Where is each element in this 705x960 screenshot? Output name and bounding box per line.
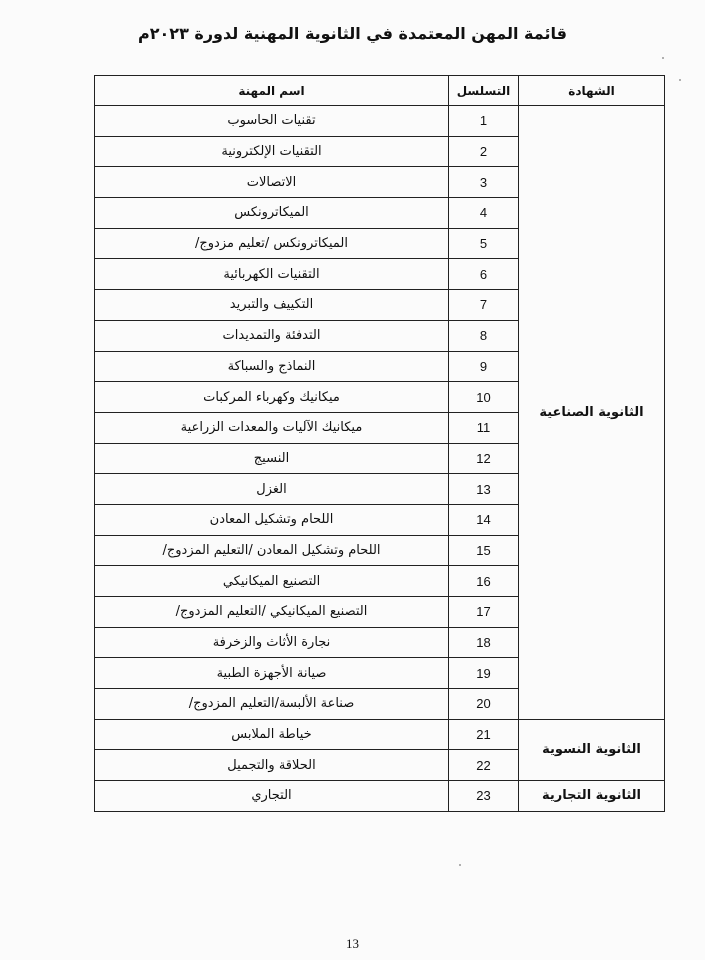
sequence-cell: 2 [449, 136, 519, 167]
profession-name-cell: الاتصالات [95, 167, 449, 198]
sequence-cell: 12 [449, 443, 519, 474]
table-header-row [95, 76, 665, 106]
sequence-cell: 18 [449, 627, 519, 658]
sequence-cell: 16 [449, 566, 519, 597]
sequence-cell: 21 [449, 719, 519, 750]
sequence-cell: 15 [449, 535, 519, 566]
profession-name-cell: التقنيات الإلكترونية [95, 136, 449, 167]
scan-speck [459, 864, 461, 866]
profession-name-cell: التدفئة والتمديدات [95, 320, 449, 351]
table-row [95, 781, 665, 812]
sequence-cell: 4 [449, 198, 519, 229]
certificate-cell: الثانوية التجارية [519, 781, 665, 812]
profession-name-cell: ميكانيك وكهرباء المركبات [95, 382, 449, 413]
profession-name-cell: اللحام وتشكيل المعادن /التعليم المزدوج/ [95, 535, 449, 566]
certificate-cell: الثانوية الصناعية [519, 106, 665, 720]
profession-name-cell: خياطة الملابس [95, 719, 449, 750]
sequence-cell: 10 [449, 382, 519, 413]
profession-name-cell: صيانة الأجهزة الطبية [95, 658, 449, 689]
sequence-cell: 23 [449, 781, 519, 812]
sequence-cell: 19 [449, 658, 519, 689]
scan-speck [679, 79, 681, 81]
header-sequence: التسلسل [449, 76, 519, 106]
sequence-cell: 5 [449, 228, 519, 259]
profession-name-cell: النسيج [95, 443, 449, 474]
sequence-cell: 20 [449, 689, 519, 720]
sequence-cell: 13 [449, 474, 519, 505]
scan-speck [662, 57, 664, 59]
table-body [95, 106, 665, 812]
sequence-cell: 11 [449, 412, 519, 443]
profession-name-cell: الميكاترونكس [95, 198, 449, 229]
sequence-cell: 22 [449, 750, 519, 781]
profession-name-cell: الحلاقة والتجميل [95, 750, 449, 781]
profession-name-cell: الغزل [95, 474, 449, 505]
sequence-cell: 3 [449, 167, 519, 198]
profession-name-cell: صناعة الألبسة/التعليم المزدوج/ [95, 689, 449, 720]
page-number: 13 [346, 936, 359, 951]
profession-name-cell: التكييف والتبريد [95, 290, 449, 321]
profession-name-cell: التقنيات الكهربائية [95, 259, 449, 290]
sequence-cell: 6 [449, 259, 519, 290]
page-title: قائمة المهن المعتمدة في الثانوية المهنية لدورة ٢٠٢٣م [138, 24, 567, 43]
profession-name-cell: نجارة الأثاث والزخرفة [95, 627, 449, 658]
table-row [95, 106, 665, 137]
profession-name-cell: التجاري [95, 781, 449, 812]
sequence-cell: 17 [449, 597, 519, 628]
table-row [95, 719, 665, 750]
profession-name-cell: التصنيع الميكانيكي [95, 566, 449, 597]
sequence-cell: 14 [449, 504, 519, 535]
sequence-cell: 7 [449, 290, 519, 321]
header-certificate: الشهادة [519, 76, 665, 106]
profession-name-cell: التصنيع الميكانيكي /التعليم المزدوج/ [95, 597, 449, 628]
certificate-cell: الثانوية النسوية [519, 719, 665, 780]
header-profession-name: اسم المهنة [95, 76, 449, 106]
sequence-cell: 1 [449, 106, 519, 137]
sequence-cell: 9 [449, 351, 519, 382]
profession-name-cell: الميكاترونكس /تعليم مزدوج/ [95, 228, 449, 259]
sequence-cell: 8 [449, 320, 519, 351]
professions-table [94, 75, 665, 812]
profession-name-cell: اللحام وتشكيل المعادن [95, 504, 449, 535]
profession-name-cell: تقنيات الحاسوب [95, 106, 449, 137]
profession-name-cell: النماذج والسباكة [95, 351, 449, 382]
profession-name-cell: ميكانيك الآليات والمعدات الزراعية [95, 412, 449, 443]
